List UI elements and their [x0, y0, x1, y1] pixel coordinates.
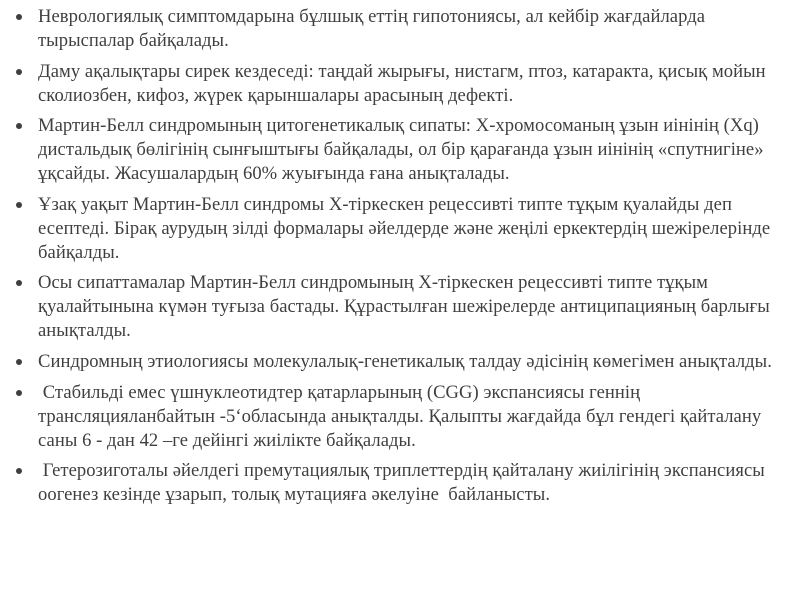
- bullet-text: Даму ақалықтары сирек кездеседі: таңдай жырығы, нистагм, птоз, катаракта, қисық мойын сколиозбен, кифоз, жүрек қарыншалары арасының дефекті.: [38, 60, 766, 106]
- bullet-item: [10, 193, 782, 265]
- bullet-dot-icon: [16, 123, 22, 129]
- bullet-dot-icon: [16, 280, 22, 286]
- bullet-text: Стабильді емес үшнуклеотидтер қатарларының (CGG) экспансиясы геннің трансляцияланбайтын -5‘обласында анықталды. Қалыпты жағдайда бұл гендегі қайталану саны 6 - дан 42 –ге дейінгі жиілікте байқалады.: [38, 381, 766, 451]
- bullet-item: [10, 114, 782, 186]
- bullet-text: Неврологиялық симптомдарына бұлшық еттің гипотониясы, ал кейбір жағдайларда тырыспалар байқалады.: [38, 6, 706, 51]
- bullet-text: Синдромның этиологиясы молекулалық-генетикалық талдау әдісінің көмегімен анықталды.: [38, 350, 772, 372]
- bullet-item: [10, 350, 782, 374]
- bullet-text: Осы сипаттамалар Мартин-Белл синдромының Х-тіркескен рецессивті типте тұқым қуалайтынына күмән туғыза бастады. Құрастылған шежірелерде антиципацияның барлығы анықталды.: [38, 272, 770, 342]
- bullet-dot-icon: [16, 468, 22, 474]
- bullet-item: [10, 271, 782, 343]
- bullet-dot-icon: [16, 14, 22, 20]
- bullet-item: [10, 5, 782, 53]
- bullet-list: [10, 5, 782, 507]
- bullet-text: Гетерозиготалы әйелдегі премутациялық триплеттердің қайталану жиілігінің экспансиясы оогенез кезінде ұзарып, толық мутацияға әкелуіне байланысты.: [38, 460, 775, 506]
- bullet-dot-icon: [16, 202, 22, 208]
- bullet-item: [10, 459, 782, 507]
- bullet-dot-icon: [16, 390, 22, 396]
- bullet-text: Мартин-Белл синдромының цитогенетикалық сипаты: Х-хромосоманың ұзын иінінің (Хq) дистальдық бөлігінің сынғыштығы байқалады, ол бір қарағанда ұзын иінінің «спутнигіне» ұқсайды. Жасушалардың 60% жуығында ғана анықталады.: [38, 115, 764, 185]
- bullet-dot-icon: [16, 359, 22, 365]
- bullet-text: Ұзақ уақыт Мартин-Белл синдромы Х-тіркескен рецессивті типте тұқым қуалайды деп есептеді. Бірақ аурудың зілді формалары әйелдерде және жеңілі еркектердің шежірелерінде байқалды.: [38, 193, 771, 263]
- bullet-dot-icon: [16, 69, 22, 75]
- bullet-item: [10, 381, 782, 453]
- bullet-item: [10, 60, 782, 108]
